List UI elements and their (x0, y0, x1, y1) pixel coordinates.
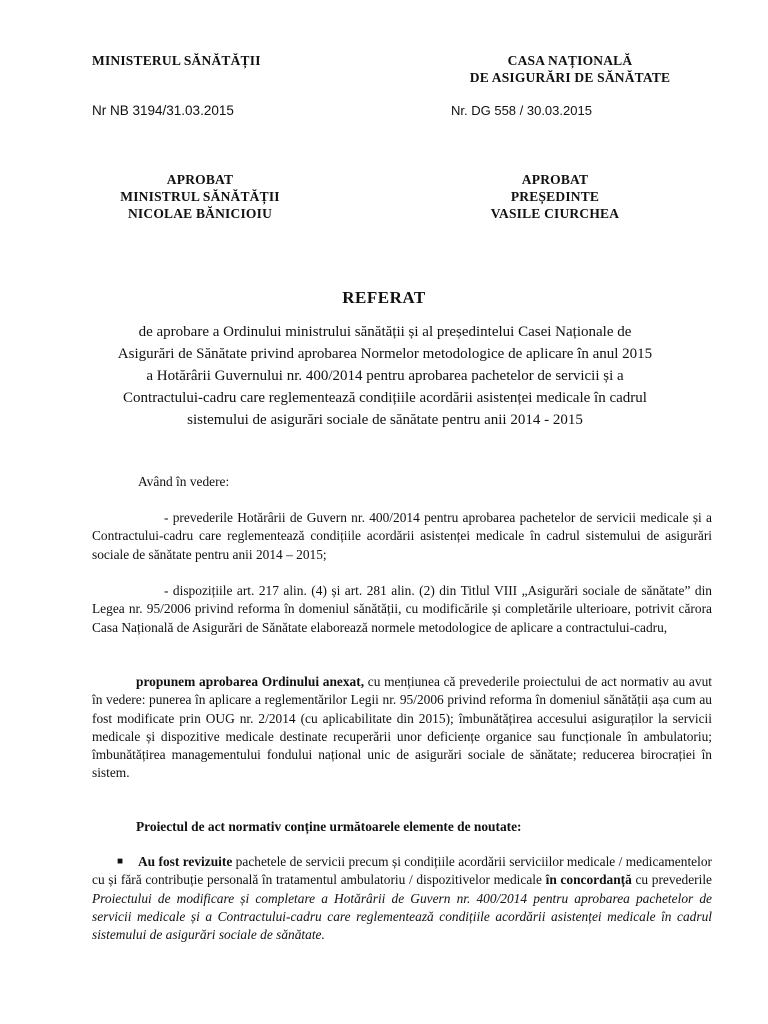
paragraph-item-1: - prevederile Hotărârii de Guvern nr. 400/2014 pentru aprobarea pachetelor de servicii medicale și a Contractului-cadru care reglementează condițiile acordării asistenței medicale în cadrul sistemului de asigurări sociale de sănătate pentru anii 2014 – 2015; (92, 510, 712, 562)
subtitle-line: a Hotărârii Guvernului nr. 400/2014 pentru aprobarea pachetelor de servicii și a (146, 368, 624, 384)
right-institution-line2: DE ASIGURĂRI DE SĂNĂTATE (469, 70, 671, 85)
approval-left-line: MINISTRUL SĂNĂTĂȚII (120, 189, 280, 204)
proposal-text: cu mențiunea că prevederile proiectului de act normativ au avut în vedere: punerea în aplicare a reglementărilor Legii nr. 95/2006 privind reforma în domeniul sănătății așa cum au fost modificate prin OUG nr. 2/2014 (cu aplicabilitate din 2015); îmbunătățirea accesului asiguraților la servicii medicale și dispozitive medicale destinate recuperării unor deficiențe organice sau funcționale în ambulatoriu; îmbunătățirea managementului fondului național unic de asigurări sociale de sănătate; reducerea birocrației în sistem. (92, 674, 712, 781)
subtitle-line: Asigurări de Sănătate privind aprobarea Normelor metodologice de aplicare în anul 2015 (117, 346, 653, 362)
approval-left (90, 171, 310, 222)
approval-right (455, 171, 655, 222)
proposal-bold-text: propunem aprobarea Ordinului anexat, (136, 674, 365, 689)
paragraph-proposal (92, 673, 712, 783)
approval-right-line: APROBAT (521, 172, 589, 187)
approval-left-line: NICOLAE BĂNICIOIU (127, 206, 273, 221)
document-subtitle (60, 321, 710, 431)
bullet-text: pachetele de servicii precum și condițiile acordării serviciilor medicale / medicamentelor cu și fără contribuție personală în tratamentul ambulatoriu / dispozitivelor medicale (92, 854, 712, 888)
bullet-bold-text: Au fost revizuite (138, 854, 233, 869)
bullet-text-2: cu prevederile (631, 872, 712, 888)
approval-left-line: APROBAT (166, 172, 234, 187)
subtitle-line: Contractului-cadru care reglementează condițiile acordării asistenței medicale în cadrul (123, 390, 647, 406)
bullet-square-icon: ■ (117, 856, 124, 867)
approval-right-line: PREȘEDINTE (510, 189, 600, 204)
left-institution: MINISTERUL SĂNĂTĂȚII (92, 53, 261, 68)
section-heading: Proiectul de act normativ conține următoarele elemente de noutate: (136, 819, 522, 834)
left-registration-number: Nr NB 3194/31.03.2015 (92, 103, 234, 118)
intro-text: Având în vedere: (138, 474, 230, 489)
bullet-italic-text: Proiectului de modificare și completare a Hotărârii de Guvern nr. 400/2014 pentru aprobarea pachetelor de servicii medicale și a Contractului-cadru care reglementează condițiile acordării asistenței medicale în cadrul sistemului de asigurări sociale de sănătate. (92, 890, 712, 943)
bullet-paragraph-1 (92, 853, 712, 944)
right-institution-line1: CASA NAȚIONALĂ (507, 53, 633, 68)
paragraph-item-2: - dispozițiile art. 217 alin. (4) și art. 281 alin. (2) din Titlul VIII „Asigurări sociale de sănătate” din Legea nr. 95/2006 privind reforma în domeniul sănătății, cu modificările și completările ulterioare, potrivit cărora Casa Națională de Asigurări de Sănătate elaborează normele metodologice de aplicare a contractului-cadru, (92, 583, 712, 635)
bullet-bold-text-2: în concordanță (545, 872, 632, 888)
document-title: REFERAT (342, 288, 426, 307)
subtitle-line: sistemului de asigurări sociale de sănătate pentru anii 2014 - 2015 (187, 412, 583, 428)
approval-right-line: VASILE CIURCHEA (490, 206, 620, 221)
right-registration-number: Nr. DG 558 / 30.03.2015 (451, 103, 592, 118)
subtitle-line: de aprobare a Ordinului ministrului sănătății și al președintelui Casei Naționale de (138, 324, 632, 340)
